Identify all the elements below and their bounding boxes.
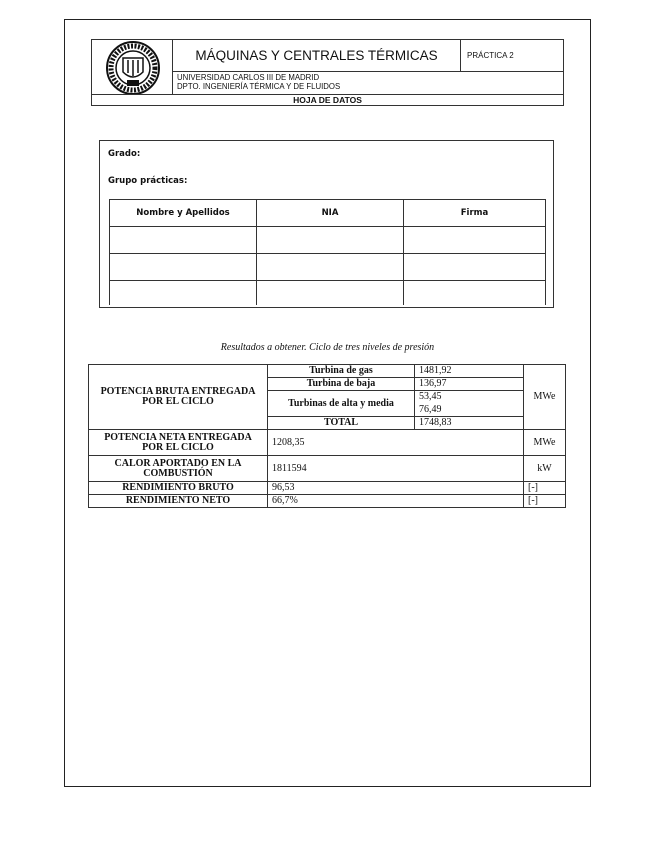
heat-label: CALOR APORTADO EN LA COMBUSTIÓN <box>89 456 268 482</box>
sheet-title: HOJA DE DATOS <box>91 94 564 106</box>
course-title: MÁQUINAS Y CENTRALES TÉRMICAS <box>172 39 461 72</box>
high-turbine-value: 53,45 <box>415 391 524 404</box>
low-turbine-value: 136,97 <box>415 378 524 391</box>
col-nombre: Nombre y Apellidos <box>110 200 257 227</box>
results-table <box>88 364 566 508</box>
gas-turbine-label: Turbina de gas <box>268 365 415 378</box>
gross-efficiency-value: 96,53 <box>268 482 524 495</box>
students-table <box>109 199 546 305</box>
net-power-label: POTENCIA NETA ENTREGADA POR EL CICLO <box>89 430 268 456</box>
col-nia: NIA <box>257 200 404 227</box>
gross-power-unit: MWe <box>524 365 566 430</box>
med-turbine-value: 76,49 <box>415 404 524 417</box>
nia-cell[interactable] <box>257 281 404 306</box>
net-efficiency-value: 66,7% <box>268 495 524 508</box>
name-cell[interactable] <box>110 227 257 254</box>
practice-number: PRÁCTICA 2 <box>460 39 564 72</box>
signature-cell[interactable] <box>404 254 546 281</box>
low-turbine-label: Turbina de baja <box>268 378 415 391</box>
col-firma: Firma <box>404 200 546 227</box>
signature-cell[interactable] <box>404 227 546 254</box>
total-label: TOTAL <box>268 417 415 430</box>
net-efficiency-label: RENDIMIENTO NETO <box>89 495 268 508</box>
gas-turbine-value: 1481,92 <box>415 365 524 378</box>
gross-efficiency-unit: [-] <box>524 482 566 495</box>
university-logo <box>91 39 173 95</box>
gross-efficiency-label: RENDIMIENTO BRUTO <box>89 482 268 495</box>
grupo-label: Grupo prácticas: <box>108 176 188 186</box>
nia-cell[interactable] <box>257 227 404 254</box>
nia-cell[interactable] <box>257 254 404 281</box>
department-name: DPTO. INGENIERÍA TÉRMICA Y DE FLUIDOS <box>177 82 341 91</box>
grado-label: Grado: <box>108 149 141 159</box>
student-data-form <box>99 140 554 308</box>
university-name: UNIVERSIDAD CARLOS III DE MADRID <box>177 73 320 82</box>
name-cell[interactable] <box>110 254 257 281</box>
gross-power-label: POTENCIA BRUTA ENTREGADA POR EL CICLO <box>89 365 268 430</box>
institution-info <box>172 71 564 95</box>
name-cell[interactable] <box>110 281 257 306</box>
signature-cell[interactable] <box>404 281 546 306</box>
heat-unit: kW <box>524 456 566 482</box>
net-power-unit: MWe <box>524 430 566 456</box>
net-efficiency-unit: [-] <box>524 495 566 508</box>
total-value: 1748,83 <box>415 417 524 430</box>
document-header <box>91 39 564 107</box>
results-caption: Resultados a obtener. Ciclo de tres niveles de presión <box>220 342 435 353</box>
heat-value: 1811594 <box>268 456 524 482</box>
high-med-turbine-label: Turbinas de alta y media <box>268 391 415 417</box>
net-power-value: 1208,35 <box>268 430 524 456</box>
